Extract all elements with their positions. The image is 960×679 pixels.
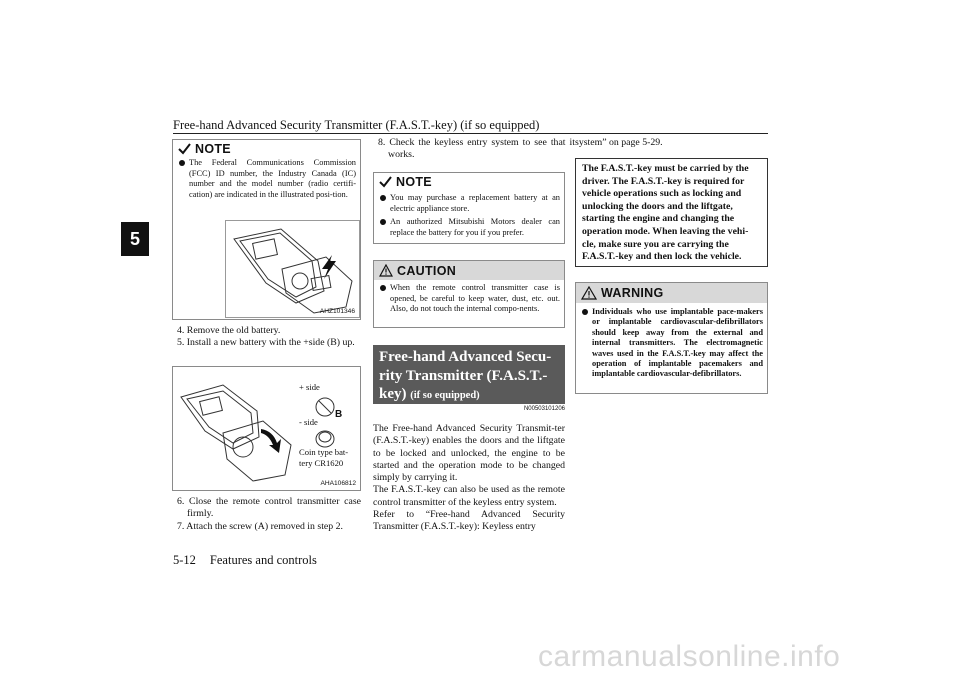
section-title-line-2: rity Transmitter (F.A.S.T.- — [379, 367, 548, 384]
battery-figure — [172, 366, 361, 491]
figure-id: AHZ101346 — [319, 308, 355, 315]
section-title-line-1: Free-hand Advanced Secu- — [379, 349, 552, 365]
section-id: N00503101206 — [523, 406, 565, 412]
note-item: You may purchase a replacement battery at an electric appliance store. — [378, 193, 560, 214]
caution-item: When the remote control transmitter case is opened, be careful to keep water, dust, etc. out. Also, do not touch the internal compo-nents. — [378, 283, 560, 315]
key-fob-fcc-drawing — [226, 221, 359, 317]
watermark: carmanualsonline.info — [538, 640, 841, 673]
continued-text: system” on page 5-29. — [575, 137, 663, 148]
note-label: NOTE — [195, 142, 231, 156]
key-fob-illustration — [225, 220, 360, 318]
note-item: An authorized Mitsubishi Motors dealer can replace the battery for you if you prefer. — [378, 217, 560, 238]
paragraph-remote: The F.A.S.T.-key can also be used as the remote control transmitter of the keyless entry system. — [373, 484, 565, 508]
page-footer — [173, 553, 317, 568]
warning-triangle-icon — [379, 264, 393, 277]
warning-box — [575, 282, 768, 394]
note-box-battery — [373, 172, 565, 244]
note-header — [173, 140, 360, 158]
paragraph-intro: The Free-hand Advanced Security Transmit-ter (F.A.S.T.-key) enables the doors and the liftgate to be locked and unlocked, the engine to be started and the operation mode to be changed simply by carrying it. — [373, 423, 565, 484]
step-7: 7. Attach the screw (A) removed in step 2. — [177, 520, 343, 532]
step-6: 6. Close the remote control transmitter case firmly. — [177, 496, 361, 520]
section-title-key: key) — [379, 386, 407, 402]
warning-header — [576, 283, 767, 303]
figure-id-2: AHA106812 — [320, 480, 356, 487]
note-label: NOTE — [396, 175, 432, 189]
callout-b: B — [335, 409, 343, 420]
header-rule — [173, 133, 768, 134]
page-number: 5-12 — [173, 553, 196, 567]
caution-box — [373, 260, 565, 328]
section-heading — [373, 345, 565, 404]
header-title: Free-hand Advanced Security Transmitter (F.A.S.T.-key) (if so equipped) — [173, 118, 540, 132]
section-title-line-3 — [379, 385, 559, 406]
chapter-tab: 5 — [121, 222, 149, 256]
warning-triangle-icon — [581, 286, 597, 300]
caution-header — [374, 261, 564, 280]
plus-side-label: + side — [299, 382, 320, 392]
warning-item: Individuals who use implantable pace-makers or implantable cardiovascular-defibrillators should keep away from the external and internal transmitters. The electromagnetic waves used in the F.A.S.T.-key may affect the operation of implantable pacemakers and implantable cardiovascular-defibrillators. — [580, 307, 763, 380]
battery-install-drawing — [173, 367, 360, 490]
caution-label: CAUTION — [397, 263, 457, 278]
footer-section: Features and controls — [209, 553, 317, 567]
section-subtitle: (if so equipped) — [410, 390, 480, 401]
step-4: 4. Remove the old battery. — [177, 325, 281, 336]
step-8: 8. Check the keyless entry system to see that it works. — [378, 137, 575, 161]
paragraph-refer: Refer to “Free-hand Advanced Security Transmitter (F.A.S.T.-key): Keyless entry — [373, 509, 565, 533]
note-item: The Federal Communications Commission (FCC) ID number, the Industry Canada (IC) number and the model number (radio certifi-cation) are indicated in the illustrated posi-tion. — [177, 158, 356, 200]
step-5: 5. Install a new battery with the +side (B) up. — [177, 337, 355, 349]
warning-label: WARNING — [601, 286, 664, 300]
battery-type-label: Coin type bat-tery CR1620 — [299, 447, 349, 468]
note-check-icon — [178, 143, 191, 155]
note-box-fcc — [172, 139, 361, 320]
note-check-icon — [379, 176, 392, 188]
carry-key-note: The F.A.S.T.-key must be carried by the driver. The F.A.S.T.-key is required for vehicle operations such as locking and unlocking the doors and the liftgate, starting the engine and changing the operation mode. When leaving the vehi-cle, make sure you are carrying the F.A.S.T.-key and then lock the vehicle. — [575, 158, 768, 267]
note-header-2 — [374, 173, 564, 191]
minus-side-label: - side — [299, 417, 318, 427]
